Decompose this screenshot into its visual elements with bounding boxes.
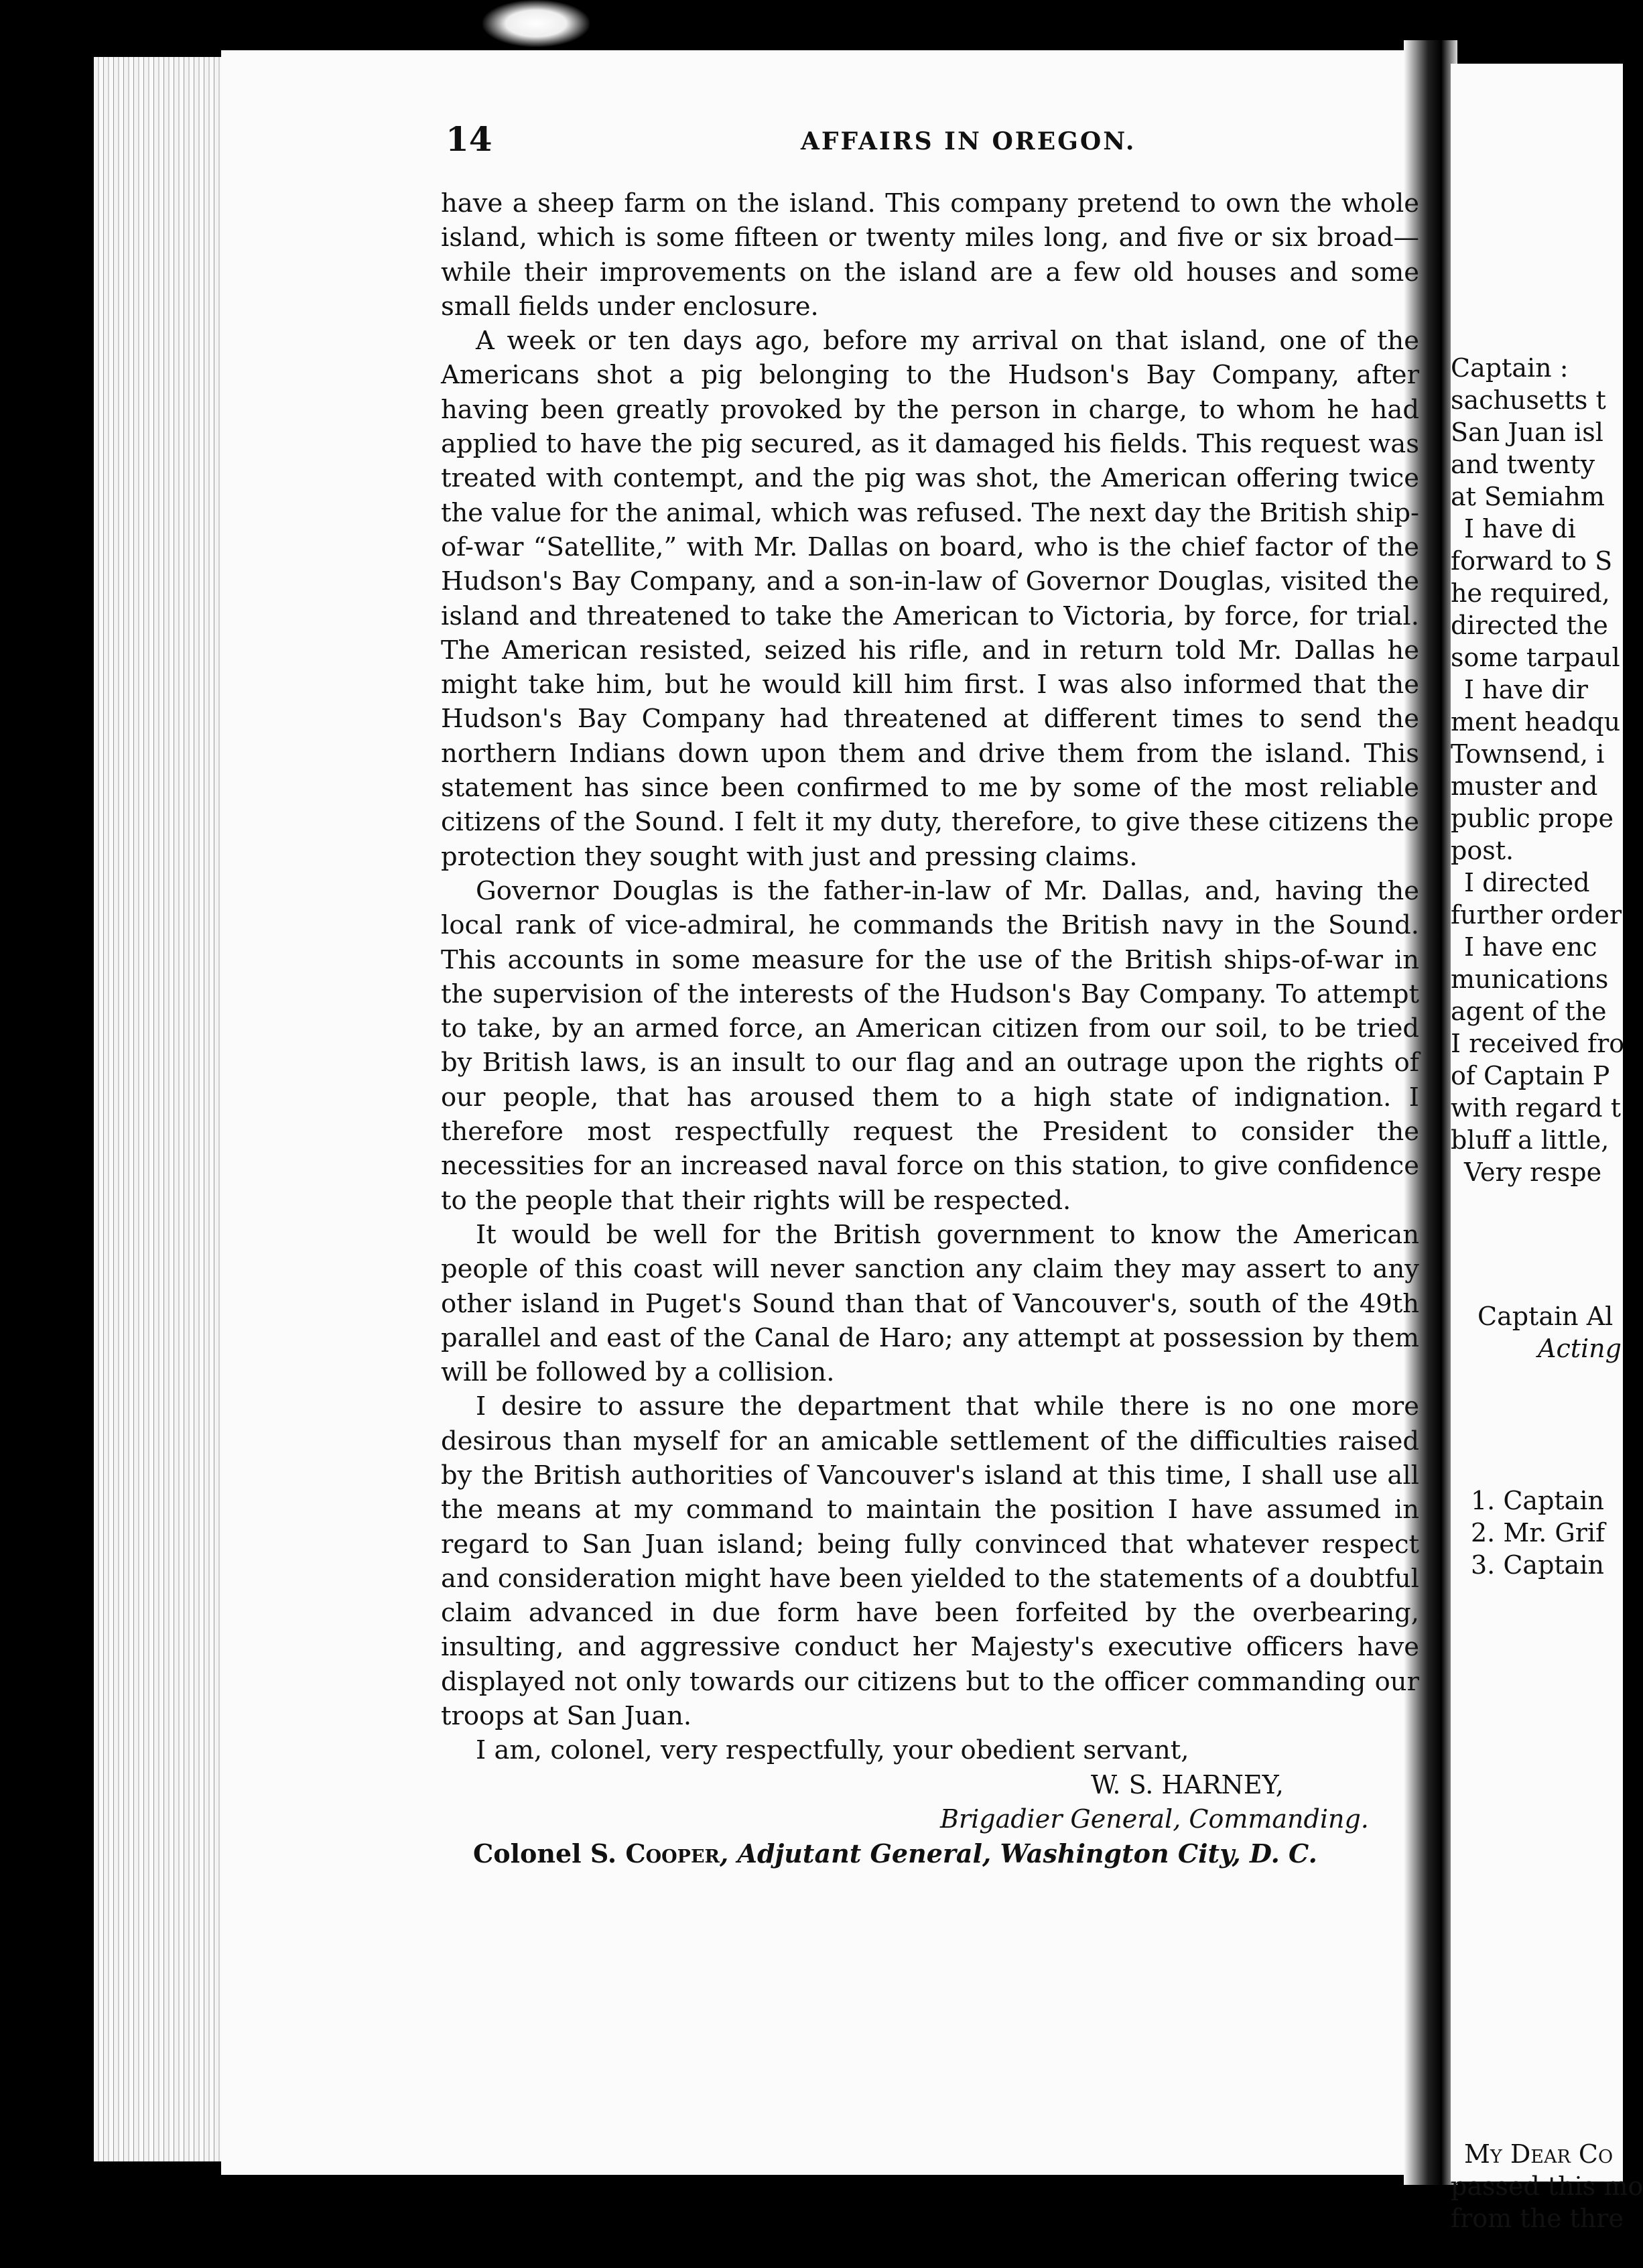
paragraph: A week or ten days ago, before my arrival on that island, one of the Americans shot a pig belonging to the Hudson's Bay Company, after having been greatly provoked by the person in charge, to whom he had applied to have the pig secured, as it damaged his fields. This request was treated with contempt, and the pig was shot, the American offering twice the value for the animal, which was refused. The next day the British ship-of-war “Satellite,” with Mr. Dallas on board, who is the chief factor of the Hudson's Bay Company, and a son-in-law of Governor Douglas, visited the island and threatened to take the American to Victoria, by force, for trial. The American resisted, seized his rifle, and in return told Mr. Dallas he might take him, but he would kill him first. I was also informed that the Hudson's Bay Company had threatened at different times to send the northern Indians down upon them and drive them from the island. This statement has since been confirmed to me by some of the most reliable citizens of the Sound. I felt it my duty, therefore, to give these citizens the protection they sought with just and pressing claims. [441,326,1419,872]
right-line: 1. Captain [1471,1486,1604,1515]
right-line: at Semiahm [1451,482,1605,511]
right-line: I directed [1464,868,1590,897]
paragraph: Governor Douglas is the father-in-law of Mr. Dallas, and, having the local rank of vice-admiral, he commands the British navy in the Sound. This accounts in some measure for the use of the British ships-of-war in the supervision of the interests of the Hudson's Bay Company. To attempt to take, by an armed force, an American citizen from our soil, to be tried by British laws, is an insult to our flag and an outrage upon the rights of our people, that has aroused them to a high state of indignation. I therefore most respectfully request the President to consider the necessities for an increased naval force on this station, to give confidence to the people that their rights will be respected. [441,875,1419,1216]
right-line: 2. Mr. Grif [1471,1518,1605,1548]
closing-line: I am, colonel, very respectfully, your obedient servant, [476,1735,1189,1766]
right-line: My Dear Co [1464,2139,1614,2169]
addressee-rest: , Adjutant General, Washington City, D. C. [720,1838,1317,1869]
addressee-surname: Cooper [625,1838,720,1869]
right-line: 3. Captain [1471,1550,1604,1580]
right-line: ment headqu [1451,707,1621,737]
page-number: 14 [446,119,492,159]
right-line: agent of the [1451,997,1607,1026]
paragraph: It would be well for the British government to know the American people of this coast will never sanction any claim they may assert to any other island in Puget's Sound than that of Vancouver's, south of the 49th parallel and east of the Canal de Haro; any attempt at possession by them will be followed by a collision. [441,1219,1419,1388]
right-line: Acting [1538,1334,1622,1363]
right-line: from the thre [1451,2204,1624,2233]
signature-name: W. S. HARNEY, [1091,1769,1284,1800]
right-line: post. [1451,836,1514,865]
right-line: munications [1451,964,1609,994]
addressee-prefix: Colonel S. [473,1838,626,1869]
right-line: Captain : [1451,353,1569,383]
page-body [441,186,1419,1872]
right-line: and twenty [1451,450,1595,479]
right-line: some tarpaul [1451,643,1620,672]
right-line: Very respe [1464,1157,1602,1187]
right-page-fragment [1451,64,1643,2233]
right-line: of Captain P [1451,1061,1610,1090]
right-line: I have dir [1464,675,1588,704]
paragraph: I desire to assure the department that while there is no one more desirous than myself for an amicable settlement of the difficulties raised by the British authorities of Vancouver's island at this time, I shall use all the means at my command to maintain the position I have assumed in regard to San Juan island; being fully convinced that whatever respect and consideration might have been yielded to the statements of a doubtful claim advanced in due form have been forfeited by the overbearing, insulting, and aggressive conduct her Majesty's executive officers have displayed not only towards our citizens but to the officer commanding our troops at San Juan. [441,1391,1419,1732]
right-line: Townsend, i [1451,739,1605,769]
right-line: I have di [1464,514,1576,544]
right-line: I have enc [1464,932,1597,962]
right-line: with regard t [1451,1093,1621,1123]
page-stack-edge [94,57,228,2161]
scan-artifact [482,0,590,47]
right-line: Captain Al [1477,1302,1614,1331]
right-line: forward to S [1451,546,1613,576]
right-line: San Juan isl [1451,418,1603,447]
right-line: further order [1451,900,1622,930]
right-line: he required, [1451,578,1610,608]
paragraph: have a sheep farm on the island. This company pretend to own the whole island, which is some fifteen or twenty miles long, and five or six broad—while their improvements on the island are a few old houses and some small fields under enclosure. [441,188,1419,322]
right-line: public prope [1451,804,1614,833]
right-line: directed the [1451,611,1608,640]
addressee [441,1836,1419,1871]
signature-title: Brigadier General, Commanding. [940,1804,1369,1834]
right-line: sachusetts t [1451,385,1606,415]
running-head: AFFAIRS IN OREGON. [801,127,1136,155]
right-line: muster and [1451,771,1598,801]
right-line: bluff a little, [1451,1125,1609,1155]
right-line: passed this mo [1451,2171,1643,2201]
right-line: I received fro [1451,1029,1625,1058]
